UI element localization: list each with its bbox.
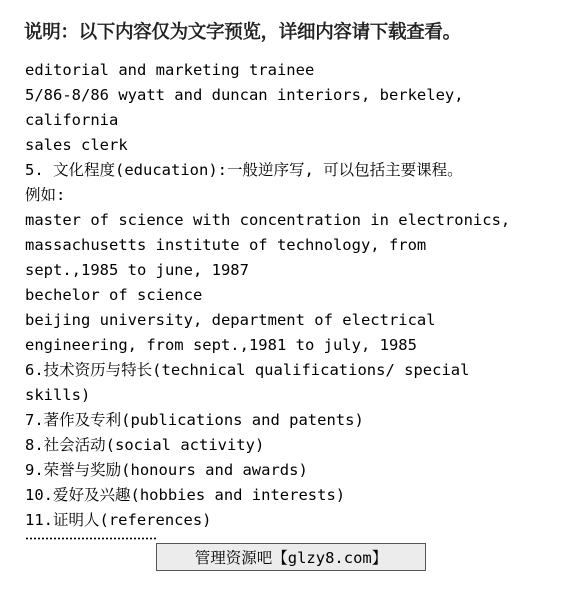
text-line: 6.技术资历与特长(technical qualifications/ special <box>25 361 470 379</box>
text-line: 例如: <box>25 186 66 204</box>
text-line: bechelor of science <box>25 286 203 304</box>
text-line: 7.著作及专利(publications and patents) <box>25 411 364 429</box>
source-link-badge[interactable]: 管理资源吧【glzy8.com】 <box>156 543 426 571</box>
text-line: sept.,1985 to june, 1987 <box>25 261 249 279</box>
text-line: sales clerk <box>25 136 128 154</box>
text-line: 8.社会活动(social activity) <box>25 436 265 454</box>
text-line: master of science with concentration in electronics, <box>25 211 511 229</box>
preview-notice: 说明：以下内容仅为文字预览，详细内容请下载查看。 <box>24 22 461 43</box>
text-line: 9.荣誉与奖励(honours and awards) <box>25 461 308 479</box>
document-body <box>25 58 565 533</box>
text-line: 5/86-8/86 wyatt and duncan interiors, berkeley, <box>25 86 464 104</box>
text-line: beijing university, department of electrical <box>25 311 436 329</box>
text-line: engineering, from sept.,1981 to july, 1985 <box>25 336 417 354</box>
text-line: massachusetts institute of technology, from <box>25 236 427 254</box>
text-line: california <box>25 111 119 129</box>
text-line: editorial and marketing trainee <box>25 61 315 79</box>
text-line: 11.证明人(references) <box>25 511 212 529</box>
text-line: 10.爱好及兴趣(hobbies and interests) <box>25 486 346 504</box>
text-line: skills) <box>25 386 91 404</box>
text-line: 5. 文化程度(education):一般逆序写, 可以包括主要课程。 <box>25 161 463 179</box>
dotted-divider <box>25 537 157 540</box>
